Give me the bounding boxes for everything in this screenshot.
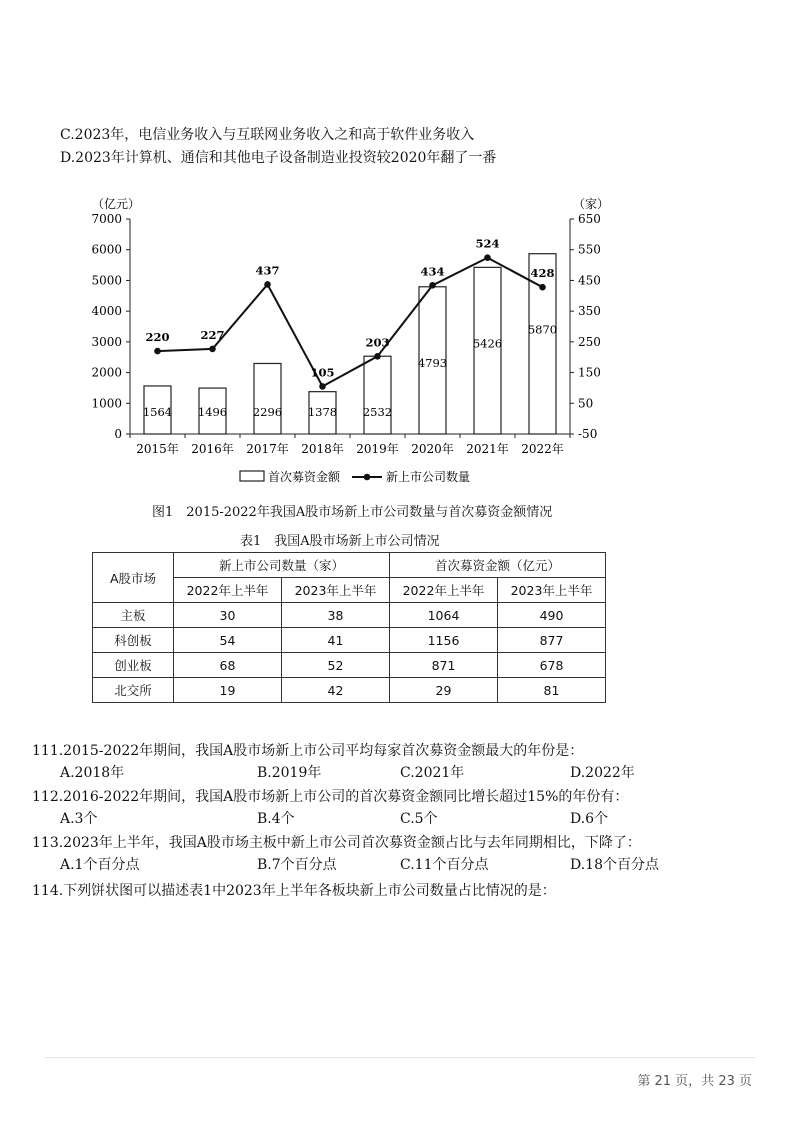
table-cell: 81	[498, 678, 606, 703]
row-label: 主板	[93, 603, 174, 628]
bar	[474, 267, 501, 434]
legend-line-label: 新上市公司数量	[386, 470, 471, 484]
q113-option-d[interactable]: D.18个百分点	[570, 857, 659, 873]
bar-value-label: 5426	[472, 336, 503, 351]
row-label: 北交所	[93, 678, 174, 703]
x-tick-label: 2015年	[136, 442, 179, 456]
legend-bar-swatch	[240, 471, 264, 481]
q111-option-b[interactable]: B.2019年	[257, 765, 322, 781]
line-value-label: 437	[255, 263, 280, 278]
line-point	[429, 282, 436, 289]
line-point	[484, 254, 491, 261]
page-number: 第 21 页，共 23 页	[637, 1074, 752, 1089]
table-row	[93, 678, 606, 703]
x-tick-label: 2019年	[356, 442, 399, 456]
line-point	[154, 348, 161, 355]
bar-value-label: 2296	[252, 405, 283, 419]
right-tick-label: 550	[578, 242, 601, 257]
line-value-label: 203	[365, 335, 390, 350]
left-tick-label: 7000	[91, 212, 122, 226]
bar	[254, 363, 281, 434]
line-point	[539, 284, 546, 291]
bar-value-label: 1496	[197, 405, 228, 419]
question-112-stem: 112.2016-2022年期间，我国A股市场新上市公司的首次募资金额同比增长超过15%的年份有：	[32, 789, 629, 805]
bar-value-label: 5870	[527, 322, 558, 337]
x-tick-label: 2022年	[521, 442, 564, 456]
line-point	[374, 353, 381, 360]
q112-option-b[interactable]: B.4个	[257, 811, 295, 827]
right-tick-label: 650	[578, 212, 601, 226]
subheader: 2022年上半年	[390, 578, 498, 603]
left-tick-label: 6000	[91, 242, 122, 257]
subheader: 2023年上半年	[282, 578, 390, 603]
option-d-text: D.2023年计算机、通信和其他电子设备制造业投资较2020年翻了一番	[60, 150, 497, 166]
bar	[364, 356, 391, 434]
left-tick-label: 2000	[91, 365, 122, 380]
q111-option-d[interactable]: D.2022年	[570, 765, 635, 781]
q112-option-d[interactable]: D.6个	[570, 811, 609, 827]
right-axis-unit: （家）	[573, 197, 610, 211]
right-tick-label: 450	[578, 273, 601, 288]
subheader: 2022年上半年	[174, 578, 282, 603]
bar	[529, 254, 556, 434]
row-label: 创业板	[93, 653, 174, 678]
line-value-label: 524	[475, 236, 500, 251]
legend-line-marker	[364, 474, 371, 481]
line-value-label: 227	[200, 327, 225, 342]
line-value-label: 220	[145, 330, 170, 345]
option-c-text: C.2023年，电信业务收入与互联网业务收入之和高于软件业务收入	[60, 127, 475, 143]
table-cell: 490	[498, 603, 606, 628]
question-113-stem: 113.2023年上半年，我国A股市场主板中新上市公司首次募资金额占比与去年同期相比，下降了：	[32, 835, 641, 851]
left-tick-label: 1000	[91, 396, 122, 411]
figure-caption: 图1 2015-2022年我国A股市场新上市公司数量与首次募资金额情况	[152, 505, 553, 520]
group-header-amount: 首次募资金额（亿元）	[390, 553, 606, 578]
table-cell: 1064	[390, 603, 498, 628]
question-114-stem: 114.下列饼状图可以描述表1中2023年上半年各板块新上市公司数量占比情况的是：	[32, 883, 556, 899]
q112-option-a[interactable]: A.3个	[60, 811, 98, 827]
combo-chart	[0, 0, 800, 500]
left-tick-label: 3000	[91, 334, 122, 349]
question-111-stem: 111.2015-2022年期间，我国A股市场新上市公司平均每家首次募资金额最大的年份是：	[32, 743, 584, 759]
table-cell: 29	[390, 678, 498, 703]
right-tick-label: 350	[578, 304, 601, 319]
table-cell: 30	[174, 603, 282, 628]
line-value-label: 105	[310, 365, 335, 380]
table-caption: 表1 我国A股市场新上市公司情况	[240, 534, 440, 549]
bar-value-label: 1378	[307, 405, 338, 419]
bar-value-label: 1564	[142, 405, 173, 419]
market-table	[92, 552, 606, 703]
q112-option-c[interactable]: C.5个	[400, 811, 438, 827]
q111-option-a[interactable]: A.2018年	[60, 765, 125, 781]
table-cell: 41	[282, 628, 390, 653]
left-tick-label: 0	[114, 427, 122, 441]
x-tick-label: 2016年	[191, 442, 234, 456]
x-tick-label: 2018年	[301, 442, 344, 456]
table-cell: 1156	[390, 628, 498, 653]
x-tick-label: 2021年	[466, 442, 509, 456]
left-tick-label: 5000	[91, 273, 122, 288]
row-label: 科创板	[93, 628, 174, 653]
left-tick-label: 4000	[91, 304, 122, 319]
table-row	[93, 653, 606, 678]
footer-divider	[44, 1057, 756, 1058]
right-tick-label: 250	[578, 334, 601, 349]
line-value-label: 434	[420, 264, 445, 279]
table-cell: 52	[282, 653, 390, 678]
table-cell: 38	[282, 603, 390, 628]
q113-option-c[interactable]: C.11个百分点	[400, 857, 489, 873]
table-cell: 19	[174, 678, 282, 703]
legend-bar-label: 首次募资金额	[268, 470, 341, 484]
line-point	[319, 383, 326, 390]
table-row	[93, 603, 606, 628]
table-cell: 871	[390, 653, 498, 678]
subheader: 2023年上半年	[498, 578, 606, 603]
x-tick-label: 2020年	[411, 442, 454, 456]
x-tick-label: 2017年	[246, 442, 289, 456]
bar-value-label: 2532	[362, 405, 393, 419]
q113-option-a[interactable]: A.1个百分点	[60, 857, 140, 873]
group-header-count: 新上市公司数量（家）	[174, 553, 390, 578]
right-tick-label: 150	[578, 365, 601, 380]
line-point	[209, 346, 216, 353]
table-cell: 68	[174, 653, 282, 678]
q113-option-b[interactable]: B.7个百分点	[257, 857, 337, 873]
bar-value-label: 4793	[417, 355, 448, 370]
table-row	[93, 628, 606, 653]
table-cell: 54	[174, 628, 282, 653]
line-value-label: 428	[530, 266, 555, 281]
line-point	[264, 281, 271, 288]
table-cell: 877	[498, 628, 606, 653]
left-axis-unit: （亿元）	[92, 197, 141, 211]
q111-option-c[interactable]: C.2021年	[400, 765, 465, 781]
right-tick-label: 50	[578, 396, 594, 411]
table-cell: 42	[282, 678, 390, 703]
table-cell: 678	[498, 653, 606, 678]
table-corner: A股市场	[93, 553, 174, 603]
right-tick-label: -50	[578, 427, 598, 441]
